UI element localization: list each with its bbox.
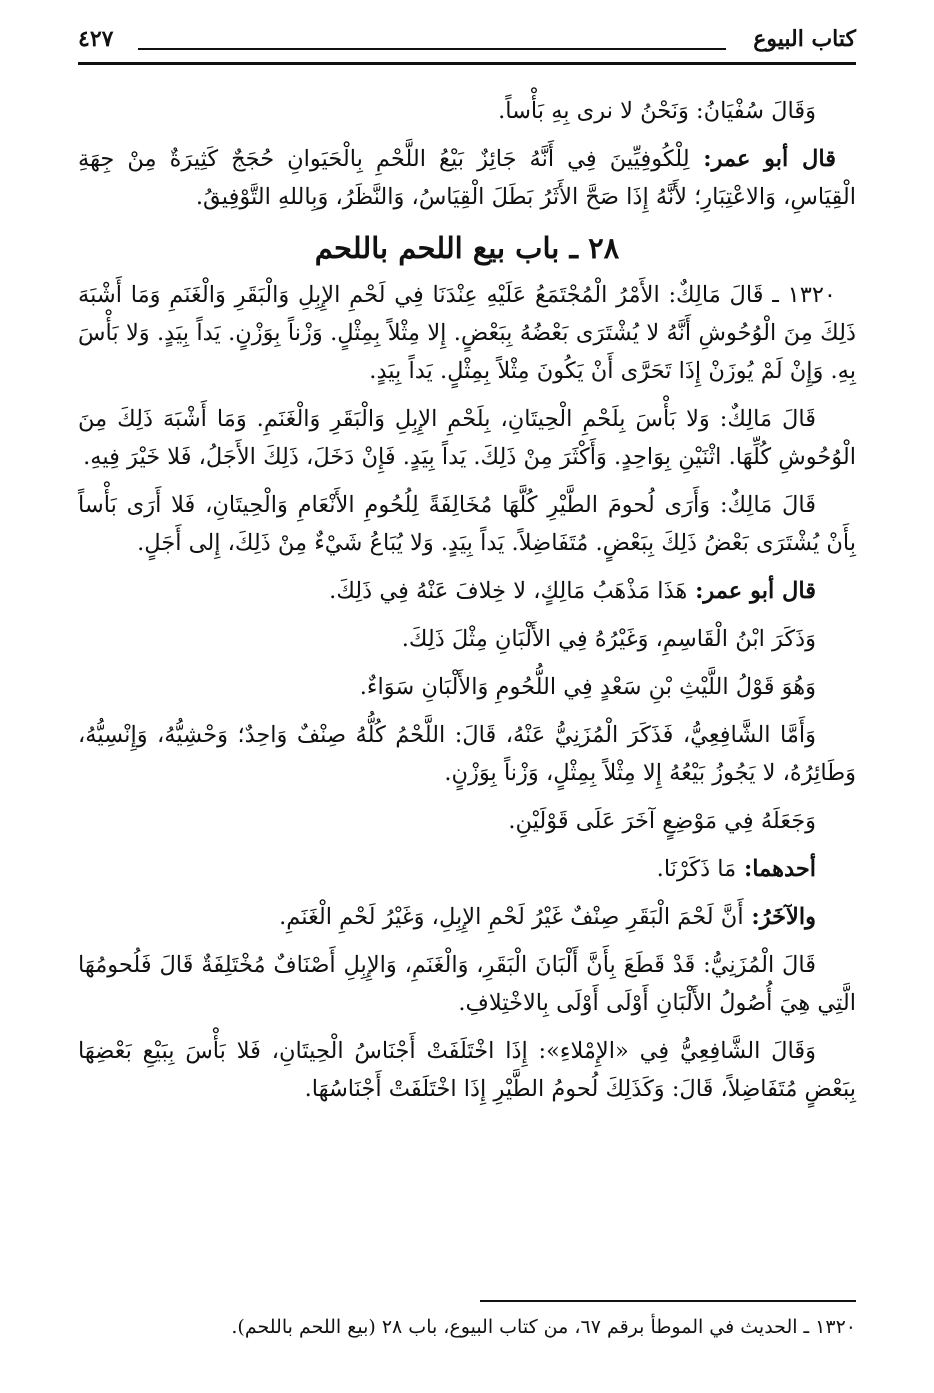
header-divider [78,62,856,65]
chapter-heading: ٢٨ ـ باب بيع اللحم باللحم [314,231,620,265]
paragraph: قَالَ مَالِكٌ: وَأَرَى لُحومَ الطَّيْرِ كُلَّهَا مُخَالِفَةً لِلُحُومِ الأَنْعَامِ وَالْحِيتَانِ، فَلا أَرَى بَأْساً بِأَنْ يُشْتَرَى بَعْضُ ذَلِكَ بِبَعْضٍ. مُتَفَاضِلاً. يَداً بِيَدٍ. وَلا يُبَاعُ شَيْءٌ مِنْ ذَلِكَ، إِلى أَجَلٍ. [78,492,856,556]
hadith-paragraph: ١٣٢٠ ـ قَالَ مَالِكٌ: الأَمْرُ الْمُجْتَمَعُ عَلَيْهِ عِنْدَنَا فِي لَحْمِ الإِبِلِ وَالْبَقَرِ وَالْغَنَمِ وَمَا أَشْبَهَ ذَلِكَ مِنَ الْوُحُوشِ أَنَّهُ لا يُشْتَرَى بَعْضُهُ بِبَعْضٍ. إِلا مِثْلاً بِمِثْلٍ. وَزْناً بِوَزْنٍ. يَداً بِيَدٍ. وَلا بَأْسَ بِهِ. وَإِنْ لَمْ يُوزَنْ إِذَا تَحَرَّى أَنْ يَكُونَ مِثْلاً بِمِثْلٍ. يَداً بِيَدٍ. [78,282,856,384]
header-rule [138,48,726,50]
item-label: والآخَرُ: [743,904,816,930]
paragraph: وَهُوَ قَوْلُ اللَّيْثِ بْنِ سَعْدٍ فِي اللُّحُومِ وَالأَلْبَانِ سَوَاءٌ. [359,674,816,700]
paragraph: قَالَ مَالِكٌ: وَلا بَأْسَ بِلَحْمِ الْحِيتَانِ، بِلَحْمِ الإِبِلِ وَالْبَقَرِ وَالْغَنَمِ. وَمَا أَشْبَهَ ذَلِكَ مِنَ الْوُحُوشِ كُلِّهَا. اثْنَيْنِ بِوَاحِدٍ. وَأَكْثَرَ مِنْ ذَلِكَ. يَداً بِيَدٍ. فَإِنْ دَخَلَ، ذَلِكَ الأَجَلُ، فَلا خَيْرَ فِيهِ. [78,406,856,470]
paragraph-text: هَذَا مَذْهَبُ مَالِكٍ، لا خِلافَ عَنْهُ فِي ذَلِكَ. [329,578,688,604]
paragraph: وَذَكَرَ ابْنُ الْقَاسِمِ، وَغَيْرُهُ فِي الأَلْبَانِ مِثْلَ ذَلِكَ. [401,626,816,652]
footnote: ١٣٢٠ ـ الحديث في الموطأ برقم ٦٧، من كتاب البيوع، باب ٢٨ (بيع اللحم باللحم). [231,1316,856,1338]
speaker-label: قال أبو عمر: [689,146,836,172]
paragraph-text: أَنَّ لَحْمَ الْبَقَرِ صِنْفٌ غَيْرُ لَحْمِ الإِبِلِ، وَغَيْرُ لَحْمِ الْغَنَمِ. [279,904,744,930]
page-number: ٤٢٧ [78,26,114,52]
paragraph [78,140,856,216]
paragraph-text: مَا ذَكَرْنَا. [656,856,737,882]
paragraph: وَقَالَ الشَّافِعِيُّ فِي «الإِمْلاءِ»: إِذَا اخْتَلَفَتْ أَجْنَاسُ الْحِيتَانِ، فَلا بَأْسَ بِبَيْعِ بَعْضِهَا بِبَعْضٍ مُتَفَاضِلاً، قَالَ: وَكَذَلِكَ لُحومُ الطَّيْرِ إِذَا اخْتَلَفَتْ أَجْنَاسُهَا. [78,1038,856,1102]
paragraph [78,572,856,610]
paragraph: وَجَعَلَهُ فِي مَوْضِعٍ آخَرَ عَلَى قَوْلَيْنِ. [508,808,816,834]
item-label: أحدهما: [736,856,816,882]
speaker-label: قال أبو عمر: [687,578,816,604]
page-header [78,26,856,66]
paragraph-text: لِلْكُوفِيِّينَ فِي أَنَّهُ جَائِزٌ بَيْعُ اللَّحْمِ بِالْحَيَوانِ حُجَجٌ كَثِيرَةٌ مِنْ جِهَةِ الْقِيَاسِ، وَالاعْتِبَارِ؛ لأَنَّهُ إِذَا صَحَّ الأَثَرُ بَطَلَ الْقِيَاسُ، وَالنَّظَرُ، وَبِاللهِ التَّوْفِيقُ. [78,146,856,210]
paragraph: وَقَالَ سُفْيَانُ: وَنَحْنُ لا نرى بِهِ بَأْساً. [498,98,816,124]
page-body [78,92,856,1118]
paragraph [78,850,856,888]
paragraph: قَالَ الْمُزَنِيُّ: قَدْ قَطَعَ بِأَنَّ أَلْبَانَ الْبَقَرِ، وَالْغَنَمِ، وَالإِبِلِ أَصْنَافٌ مُخْتَلِفَةٌ قَالَ فَلُحومُهَا الَّتِي هِيَ أُصُولُ الأَلْبَانِ أَوْلَى أَوْلَى بِالاخْتِلافِ. [78,952,856,1016]
paragraph [78,898,856,936]
footnote-divider [480,1300,856,1302]
running-title: كتاب البيوع [753,26,856,52]
paragraph: وَأَمَّا الشَّافِعِيُّ، فَذَكَرَ الْمُزَنِيُّ عَنْهُ، قَالَ: اللَّحْمُ كُلُّهُ صِنْفٌ وَاحِدٌ؛ وَحْشِيُّهُ، وَإِنْسِيُّهُ، وَطَائِرُهُ، لا يَجُوزُ بَيْعُهُ إِلا مِثْلاً بِمِثْلٍ، وَزْناً بِوَزْنٍ. [78,722,856,786]
